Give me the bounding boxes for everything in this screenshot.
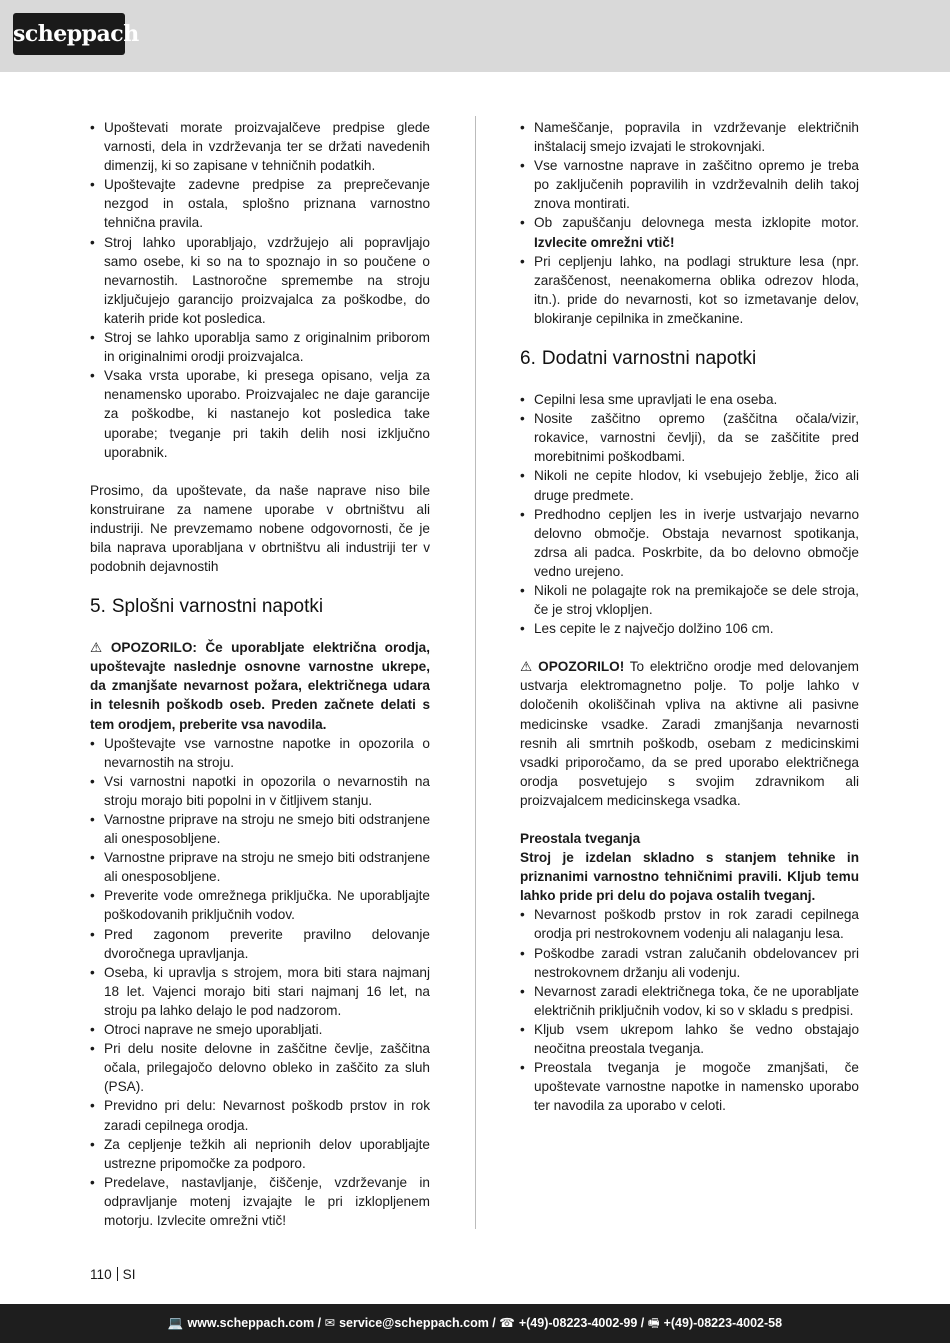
section-title: Splošni varnostni napotki [111, 596, 324, 618]
section-title: Dodatni varnostni napotki [541, 348, 757, 370]
list-item: • Varnostne priprave na stroju ne smejo biti odstranjene ali onesposobljene. [90, 810, 430, 848]
list-item: • Les cepite le z največjo dolžino 106 cm. [520, 619, 859, 638]
list-item: • Stroj lahko uporabljajo, vzdržujejo ali popravljajo samo osebe, ki so na to spoznajo in so poučene o nevarnostih. Lastnoročne spremembe na stroju izključujejo garancijo proizvajalca za poškodbe, do katerih pride kot posledica. [90, 233, 430, 328]
list-item: • Oseba, ki upravlja s strojem, mora biti stara najmanj 18 let. Vajenci morajo biti stari najmanj 16 let, na stroju pa lahko delajo le pod nadzorom. [90, 963, 430, 1020]
list-item: • Nikoli ne polagajte rok na premikajoče se dele stroja, če je stroj vklopljen. [520, 581, 859, 619]
section-number: 6. [520, 348, 536, 370]
contact-footer [0, 1304, 950, 1343]
residual-risks-list [520, 905, 859, 1115]
list-item: • Nevarnost poškodb prstov in rok zaradi cepilnega orodja pri nestrokovnem vodenju ali nalaganju lesa. [520, 905, 859, 943]
list-item: • Pri cepljenju lahko, na podlagi strukture lesa (npr. zaraščenost, neenakomerna oblika odrezov hloda, itn.). pride do nevarnosti, kot so izmetavanje delov, blokiranje cepilnika in zmečkanine. [520, 252, 859, 328]
list-item: • Nameščanje, popravila in vzdrževanje električnih inštalacij smejo izvajati le strokovnjaki. [520, 118, 859, 156]
list-item: • Stroj se lahko uporablja samo z originalnim priborom in originalnimi orodji proizvajalca. [90, 328, 430, 366]
language-code: SI [122, 1267, 136, 1282]
section-5-heading [90, 595, 430, 619]
list-item [520, 213, 859, 251]
list-item: • Pri delu nosite delovne in zaščitne čevlje, zaščitna očala, prilegajočo delovno obleko in zaščito za sluh (PSA). [90, 1039, 430, 1096]
list-item: • Varnostne priprave na stroju ne smejo biti odstranjene ali onesposobljene. [90, 848, 430, 886]
right-column [520, 118, 859, 1115]
emf-warning [520, 657, 859, 810]
list-item: • Preverite vode omrežnega priključka. Ne uporabljajte poškodovanih priključnih vodov. [90, 886, 430, 924]
list-item: • Kljub vsem ukrepom lahko še vedno obstajajo neočitna preostala tveganja. [520, 1020, 859, 1058]
list-item: • Vsaka vrsta uporabe, ki presega opisano, velja za nenamensko uporabo. Proizvajalec ne daje garancije za poškodbe, ki nastanejo kot posledica take uporabe; tveganje pri takih delih nosi izključno uporabnik. [90, 366, 430, 461]
warning-label: OPOZORILO! [538, 659, 625, 675]
intro-rules-list [90, 118, 430, 462]
column-divider [475, 116, 476, 1229]
general-safety-list [90, 734, 430, 1230]
brand-logo: scheppach [13, 13, 125, 55]
continued-rules-list [520, 118, 859, 328]
phone-number: +(49)-08223-4002-99 / [518, 1316, 645, 1330]
list-item: • Nevarnost zaradi električnega toka, če ne uporabljate električnih priključnih vodov, ki so v skladu s predpisi. [520, 982, 859, 1020]
fax-number: +(49)-08223-4002-58 [663, 1316, 783, 1330]
website-link[interactable]: www.scheppach.com / [187, 1316, 322, 1330]
additional-safety-list [520, 390, 859, 638]
left-column [90, 118, 430, 1230]
section-number: 5. [90, 596, 106, 618]
warning-text: OPOZORILO: Če uporabljate električna orodja, upoštevajte naslednje osnovne varnostne ukrepe, da zmanjšate nevarnost požara, električnega udara in telesnih poškodb oseb. Preden začnete delati s tem orodjem, preberite vsa navodila. [90, 640, 430, 732]
list-item: • Poškodbe zaradi vstran zalučanih obdelovancev pri nestrokovnem držanju ali vodenju. [520, 944, 859, 982]
list-item: • Upoštevati morate proizvajalčeve predpise glede varnosti, dela in vzdrževanja ter se držati navedenih dimenzij, ki so zapisane v tehničnih podatkih. [90, 118, 430, 175]
list-item: • Za cepljenje težkih ali neprionih delov uporabljajte ustrezne pripomočke za podporo. [90, 1135, 430, 1173]
computer-icon: 💻 [167, 1316, 184, 1330]
item-text: Ob zapuščanju delovnega mesta izklopite motor. [534, 215, 859, 231]
list-item: • Nikoli ne cepite hlodov, ki vsebujejo žeblje, žico ali druge predmete. [520, 466, 859, 504]
list-item: • Pred zagonom preverite pravilno delovanje dvoročnega upravljanja. [90, 925, 430, 963]
list-item: • Predhodno cepljen les in iverje ustvarjajo nevarno delovno območje. Obstaja nevarnost spotikanja, zdrsa ali padca. Poskrbite, da bo delovno območje vedno urejeno. [520, 505, 859, 581]
warning-text: To električno orodje med delovanjem ustvarja elektromagnetno polje. To polje lahko v določenih okoliščinah vpliva na aktivne ali pasivne medicinske vsadke. Zaradi zmanjšanja nevarnosti resnih ali smrtnih poškodb, osebam z medicinskimi vsadki priporočamo, da se pred uporabo električnega orodja posvetujejo s svojim zdravnikom ali proizvajalcem medicinskega vsadka. [520, 659, 859, 808]
email-link[interactable]: service@scheppach.com / [339, 1316, 496, 1330]
page-separator [117, 1267, 118, 1281]
warning-icon: ⚠ [90, 640, 107, 656]
page-header [0, 0, 950, 72]
list-item: • Cepilni lesa sme upravljati le ena oseba. [520, 390, 859, 409]
item-emphasis: Izvlecite omrežni vtič! [534, 234, 675, 250]
general-warning [90, 638, 430, 733]
residual-risks-title: Preostala tveganja [520, 831, 641, 846]
list-item: • Upoštevajte vse varnostne napotke in opozorila o nevarnostih na stroju. [90, 734, 430, 772]
mail-icon: ✉ [324, 1316, 336, 1330]
section-6-heading [520, 347, 859, 371]
list-item: • Otroci naprave ne smejo uporabljati. [90, 1020, 430, 1039]
list-item: • Nosite zaščitno opremo (zaščitna očala/vizir, rokavice, varnostni čevlji), da se zaščitite pred morebitnimi poškodbami. [520, 409, 859, 466]
residual-risks-intro: Stroj je izdelan skladno s stanjem tehnike in priznanimi varnostno tehničnimi pravili. Kljub temu lahko pride pri delu do pojava ostalih tveganj. [520, 850, 859, 904]
page-number [90, 1265, 136, 1284]
fax-icon: 🖷 [647, 1316, 660, 1330]
warning-icon: ⚠ [520, 659, 535, 675]
list-item: • Previdno pri delu: Nevarnost poškodb prstov in rok zaradi cepilnega orodja. [90, 1096, 430, 1134]
list-item: • Preostala tveganja je mogoče zmanjšati, če upoštevate varnostne napotke in namensko uporabo ter navodila za uporabo v celoti. [520, 1058, 859, 1115]
phone-icon: ☎ [499, 1316, 515, 1330]
list-item: • Vsi varnostni napotki in opozorila o nevarnostih na stroju morajo biti popolni in v čitljivem stanju. [90, 772, 430, 810]
page-number-value: 110 [90, 1267, 112, 1282]
list-item: • Predelave, nastavljanje, čiščenje, vzdrževanje in odpravljanje motenj izvajajte le pri izklopljenem motorju. Izvlecite omrežni vtič! [90, 1173, 430, 1230]
usage-notice: Prosimo, da upoštevate, da naše naprave niso bile konstruirane za namene uporabe v obrtništvu ali industriji. Ne prevzemamo nobene odgovornosti, če je bila naprava uporabljana v obrtništvu ali industriji ter v podobnih dejavnostih [90, 482, 430, 575]
list-item: • Upoštevajte zadevne predpise za preprečevanje nezgod in ostala, splošno priznana varnostno tehnična pravila. [90, 175, 430, 232]
list-item: • Vse varnostne naprave in zaščitno opremo je treba po zaključenih popravilih in vzdrževalnih delih takoj znova montirati. [520, 156, 859, 213]
